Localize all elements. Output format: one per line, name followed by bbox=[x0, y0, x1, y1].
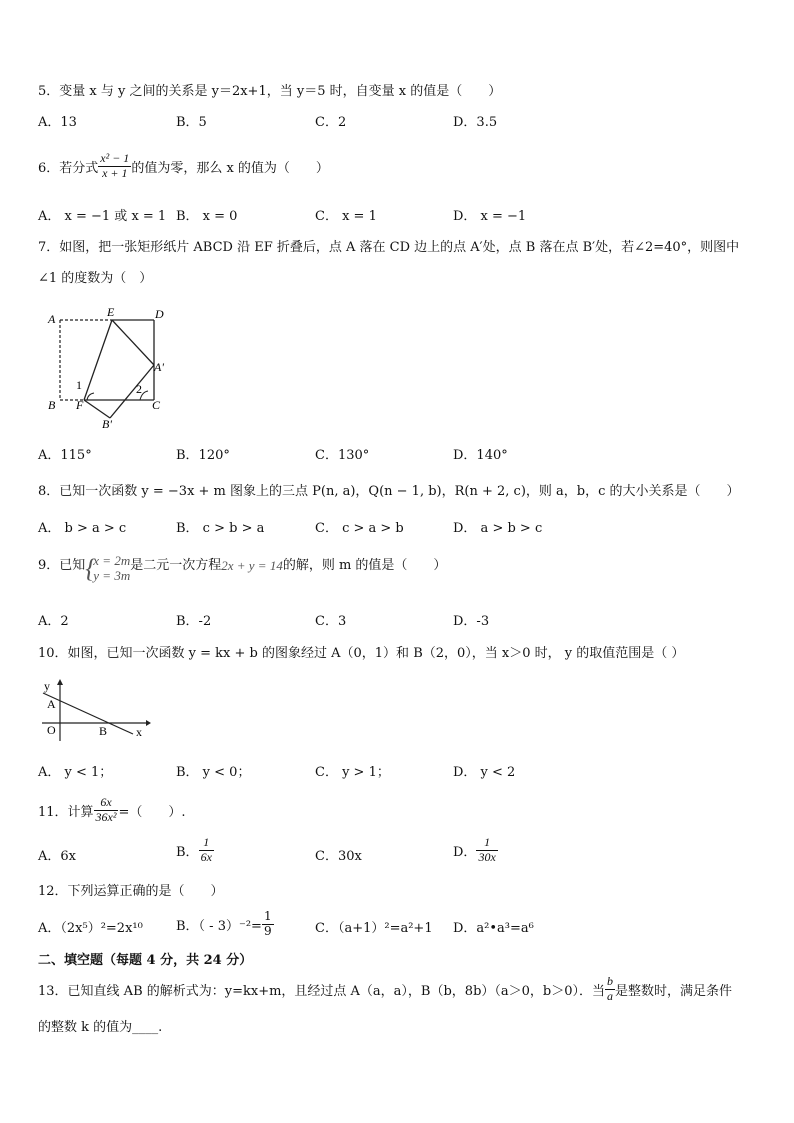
q11-option-b-fraction bbox=[199, 836, 214, 865]
question-6 bbox=[38, 152, 329, 181]
q12-option-a: A．（2x⁵）²=2x¹⁰ bbox=[38, 921, 143, 936]
q5-option-d: D．3.5 bbox=[453, 115, 498, 130]
question-11 bbox=[38, 796, 186, 825]
q11-option-c: C．30x bbox=[315, 849, 362, 864]
q9-prefix: 9．已知 bbox=[38, 558, 86, 573]
q8-option-d: D． a > b > c bbox=[453, 521, 543, 536]
q13-denominator: a bbox=[607, 988, 614, 1003]
q10-option-b: B． y < 0； bbox=[176, 765, 251, 780]
q11-numerator: 6x bbox=[94, 796, 119, 811]
q8-option-a: A． b > a > c bbox=[38, 521, 127, 536]
q9-suffix: 的解，则 m 的值是（ ） bbox=[282, 558, 447, 573]
question-7-line2: ∠1 的度数为（ ） bbox=[38, 271, 153, 286]
q7-option-c: C．130° bbox=[315, 448, 370, 463]
q12-option-c: C．（a+1）²=a²+1 bbox=[315, 921, 433, 936]
q9-option-b: B．-2 bbox=[176, 614, 212, 629]
q6-option-a: A． x = −1 或 x = 1 bbox=[38, 209, 167, 224]
q11-option-d-prefix: D． bbox=[453, 844, 477, 860]
axis-x-label: x bbox=[136, 725, 142, 739]
point-B-label: B bbox=[99, 724, 108, 738]
label-F: F bbox=[76, 398, 84, 412]
q6-fraction bbox=[98, 152, 131, 181]
q7-fold-figure bbox=[44, 303, 174, 428]
q11-suffix: =（ ）. bbox=[118, 804, 186, 820]
origin-label: O bbox=[47, 723, 56, 737]
label-C: C bbox=[152, 398, 161, 412]
q13-fraction bbox=[605, 975, 615, 1004]
q12-option-d: D．a²•a³=a⁶ bbox=[453, 921, 534, 936]
label-A: A bbox=[48, 312, 56, 326]
question-10: 10．如图，已知一次函数 y = kx + b 的图象经过 A（0，1）和 B（2，0），当 x＞0 时， y 的取值范围是（ ） bbox=[38, 646, 685, 661]
q10-option-a: A． y < 1； bbox=[38, 765, 113, 780]
label-angle-1: 1 bbox=[76, 378, 82, 392]
q9-eq2: y = 3m bbox=[93, 567, 131, 583]
q6-numerator: x² − 1 bbox=[100, 151, 130, 165]
q11-option-a: A．6x bbox=[38, 849, 76, 864]
question-8: 8．已知一次函数 y = −3x + m 图象上的三点 P(n, a)，Q(n − 1, b)，R(n + 2, c)，则 a，b，c 的大小关系是（ ） bbox=[38, 484, 740, 499]
q11-prefix: 11．计算 bbox=[38, 804, 94, 820]
q9-mid: 是二元一次方程 bbox=[130, 558, 222, 573]
q12-option-b bbox=[176, 910, 274, 939]
question-9 bbox=[38, 554, 446, 584]
q13-prefix: 13．已知直线 AB 的解析式为：y=kx+m，且经过点 A（a，a），B（b，8b）（a＞0，b＞0）．当 bbox=[38, 983, 606, 999]
q5-option-c: C．2 bbox=[315, 115, 347, 130]
question-7-line1: 7．如图，把一张矩形纸片 ABCD 沿 EF 折叠后，点 A 落在 CD 边上的点 A′处，点 B 落在点 B′处，若∠2=40°，则图中 bbox=[38, 240, 740, 255]
q10-option-d: D． y < 2 bbox=[453, 765, 516, 780]
q6-option-b: B． x = 0 bbox=[176, 209, 238, 224]
section-fill-in-heading: 二、填空题（每题 4 分，共 24 分） bbox=[38, 953, 253, 968]
q9-equation-system bbox=[85, 554, 130, 584]
label-angle-2: 2 bbox=[136, 382, 142, 396]
q12-option-b-numerator: 1 bbox=[263, 909, 272, 923]
question-5: 5．变量 x 与 y 之间的关系是 y＝2x+1，当 y＝5 时，自变量 x 的值是（ ） bbox=[38, 84, 502, 99]
q6-suffix: 的值为零，那么 x 的值为（ ） bbox=[131, 160, 329, 176]
question-13-line2: 的整数 k 的值为____. bbox=[38, 1020, 163, 1035]
q9-option-d: D．-3 bbox=[453, 614, 490, 629]
label-A-prime: A' bbox=[154, 360, 164, 374]
q7-option-a: A．115° bbox=[38, 448, 92, 463]
q11-option-b bbox=[176, 836, 214, 865]
q10-option-c: C． y > 1； bbox=[315, 765, 390, 780]
q11-denominator: 36x² bbox=[95, 809, 117, 824]
q6-option-c: C． x = 1 bbox=[315, 209, 377, 224]
q10-line-graph bbox=[38, 676, 153, 741]
label-B: B bbox=[48, 398, 56, 412]
q11-option-b-prefix: B． bbox=[176, 844, 199, 860]
q11-fraction bbox=[94, 796, 119, 825]
q11-option-d-fraction bbox=[476, 836, 497, 865]
label-B-prime: B' bbox=[102, 417, 112, 428]
q8-option-b: B． c > b > a bbox=[176, 521, 265, 536]
q12-option-b-denominator: 9 bbox=[263, 923, 272, 938]
q11-option-d-denominator: 30x bbox=[478, 849, 496, 864]
q11-option-b-denominator: 6x bbox=[200, 849, 212, 864]
q9-equation: 2x + y = 14 bbox=[221, 558, 283, 573]
label-E: E bbox=[107, 305, 115, 319]
q11-option-d-numerator: 1 bbox=[476, 836, 497, 851]
q5-option-b: B．5 bbox=[176, 115, 207, 130]
q9-eq1: x = 2m bbox=[93, 553, 131, 568]
q7-option-b: B．120° bbox=[176, 448, 230, 463]
q6-denominator: x + 1 bbox=[102, 165, 128, 180]
q11-option-d bbox=[453, 836, 498, 865]
question-12: 12．下列运算正确的是（ ） bbox=[38, 884, 224, 899]
q9-brace: { bbox=[85, 554, 96, 583]
q13-suffix: 是整数时，满足条件 bbox=[615, 983, 733, 999]
q6-option-d: D． x = −1 bbox=[453, 209, 527, 224]
q12-option-b-prefix: B．（ - 3）⁻²= bbox=[176, 918, 262, 934]
q9-option-c: C．3 bbox=[315, 614, 347, 629]
q11-option-b-numerator: 1 bbox=[199, 836, 214, 851]
question-13-line1 bbox=[38, 975, 732, 1004]
q13-numerator: b bbox=[607, 974, 614, 988]
q12-option-b-fraction bbox=[262, 910, 274, 939]
q5-option-a: A．13 bbox=[38, 115, 77, 130]
q8-option-c: C． c > a > b bbox=[315, 521, 404, 536]
label-D: D bbox=[155, 307, 164, 321]
q6-prefix: 6．若分式 bbox=[38, 160, 99, 176]
q9-option-a: A．2 bbox=[38, 614, 69, 629]
axis-y-label: y bbox=[44, 679, 50, 693]
point-A-label: A bbox=[47, 697, 56, 711]
q7-option-d: D．140° bbox=[453, 448, 508, 463]
